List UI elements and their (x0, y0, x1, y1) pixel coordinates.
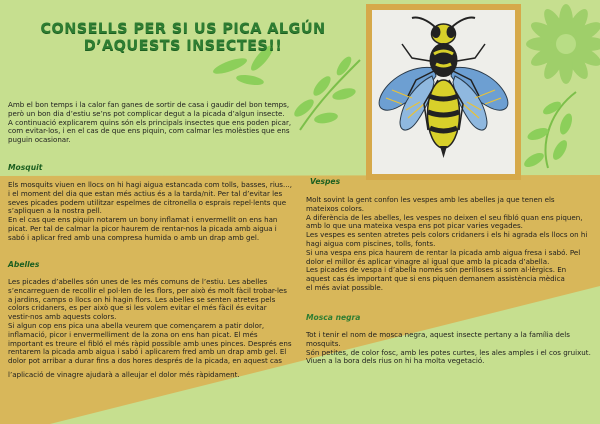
page-title-line-1: CONSELLS PER SI US PICA ALGÚN (40, 21, 326, 37)
text-line: s’encarreguen de recollir el pol·len de les flors, per això és molt fàcil trobar-les (8, 285, 287, 295)
text-line: l’aplicació de vinagre ajudarà a alleujar el dolor més ràpidament. (8, 369, 240, 379)
text-line: A diferència de les abelles, les vespes no deixen el seu fibló quan ens piquen, (306, 212, 583, 222)
text-line: picat. Per tal de calmar la picor haurem de rentar-nos la picada amb aigua i (8, 223, 277, 233)
intro-paragraph (8, 101, 308, 145)
text-line: Són petites, de color fosc, amb les potes curtes, les ales amples i el cos gruixut. (306, 347, 591, 357)
section-vespes-text (306, 196, 596, 293)
text-line: mosquits. (306, 338, 341, 348)
text-line: vestir-nos amb aquests colors. (8, 312, 117, 322)
text-line: amb lo que una mateixa vespa ens pot picar varies vegades. (306, 221, 523, 231)
intro-line: com evitar-los, i en el cas de que ens piquin, com calmar les molèsties que ens (8, 126, 290, 136)
text-line: En el cas que ens piquin notarem un bony inflamat i envermellit on ens han (8, 215, 278, 225)
page-title (8, 21, 358, 55)
intro-line: puguin ocasionar. (8, 135, 71, 145)
text-line: Molt sovint la gent confon les vespes amb les abelles ja que tenen els (306, 195, 555, 204)
text-line: Si algun cop ens pica una abella veurem que començarem a patir dolor, (8, 320, 265, 330)
text-line: mateixos colors. (306, 203, 365, 213)
heading-mosquit: Mosquit (8, 163, 43, 172)
text-line: Les picades d’abelles són unes de les més comuns de l’estiu. Les abelles (8, 277, 268, 286)
intro-line: Amb el bon temps i la calor fan ganes de sortir de casa i gaudir del bon temps, (8, 100, 290, 109)
text-line: seves picades podem utilitzar espelmes de citronella o esprais repel·lents que (8, 197, 287, 207)
text-line: aquest cas és important que si ens piquen demanem assistència mèdica (306, 274, 565, 284)
text-line: inflamació, picor i envermelliment de la zona on ens han picat. El més (8, 329, 258, 339)
leaf-branch-right-icon (522, 92, 576, 170)
text-line: el més aviat possible. (306, 282, 384, 292)
flower-ornament-icon (526, 4, 600, 84)
text-line: colors cridaners, es per això que si les volem evitar el més fàcil és evitar (8, 303, 267, 313)
wasp-icon (372, 10, 515, 174)
text-line: Viuen a la bora dels rius on hi ha molta vegetació. (306, 356, 485, 366)
heading-abelles: Abelles (8, 260, 40, 269)
section-abelles-text (8, 278, 308, 380)
text-line: Els mosquits viuen en llocs on hi hagi aigua estancada com tolls, basses, rius..., (8, 180, 293, 189)
text-line: important es treure el fibló el més ràpid possible amb unes pinces. Després ens (8, 338, 292, 348)
text-line: Tot i tenir el nom de mosca negra, aquest insecte pertany a la família dels (306, 330, 570, 339)
text-line: Les picades de vespa i d’abella només són perilloses si som al·lèrgics. En (306, 265, 567, 275)
text-line: rentarem la picada amb aigua i sabó i aplicarem fred amb un drap amb gel. El (8, 347, 287, 357)
page-title-line-2: D’AQUESTS INSECTES!! (83, 38, 283, 54)
text-line: s’apliquen a la nostra pell. (8, 206, 102, 216)
heading-mosca-negra: Mosca negra (306, 313, 361, 322)
text-line: Les vespes es senten atretes pels colors cridaners i els hi agrada els llocs on hi (306, 230, 588, 240)
section-mosca-negra-text (306, 331, 596, 366)
wasp-illustration (372, 10, 515, 174)
text-line: hagi aigua com piscines, tolls, fonts. (306, 238, 436, 248)
text-line: Si una vespa ens pica haurem de rentar la picada amb aigua fresa i sabó. Pel (306, 247, 581, 257)
wasp-image-frame (366, 4, 521, 180)
section-mosquit-text (8, 181, 308, 243)
text-line: dolor pot arribar a durar fins a dos hores després de la picada, en aquest cas (8, 356, 282, 366)
text-line: i el moment del dia que estan més actius és a la tarda/nit. Per tal d’evitar les (8, 188, 283, 198)
text-line: a jardins, camps o llocs on hi hagin flors. Les abelles se senten atretes pels (8, 294, 276, 304)
text-line: sabó i aplicar fred amb una compresa humida o amb un drap amb gel. (8, 232, 260, 242)
intro-line: A continuació explicarem quins són els principals insectes que ens poden picar, (8, 117, 292, 127)
intro-line: però un bon dia d’estiu se’ns pot complicar degut a la picada d’algun insecte. (8, 108, 285, 118)
heading-vespes: Vespes (310, 177, 341, 186)
text-line: dolor el millor és aplicar vinagre al igual que amb la picada d’abella. (306, 256, 550, 266)
